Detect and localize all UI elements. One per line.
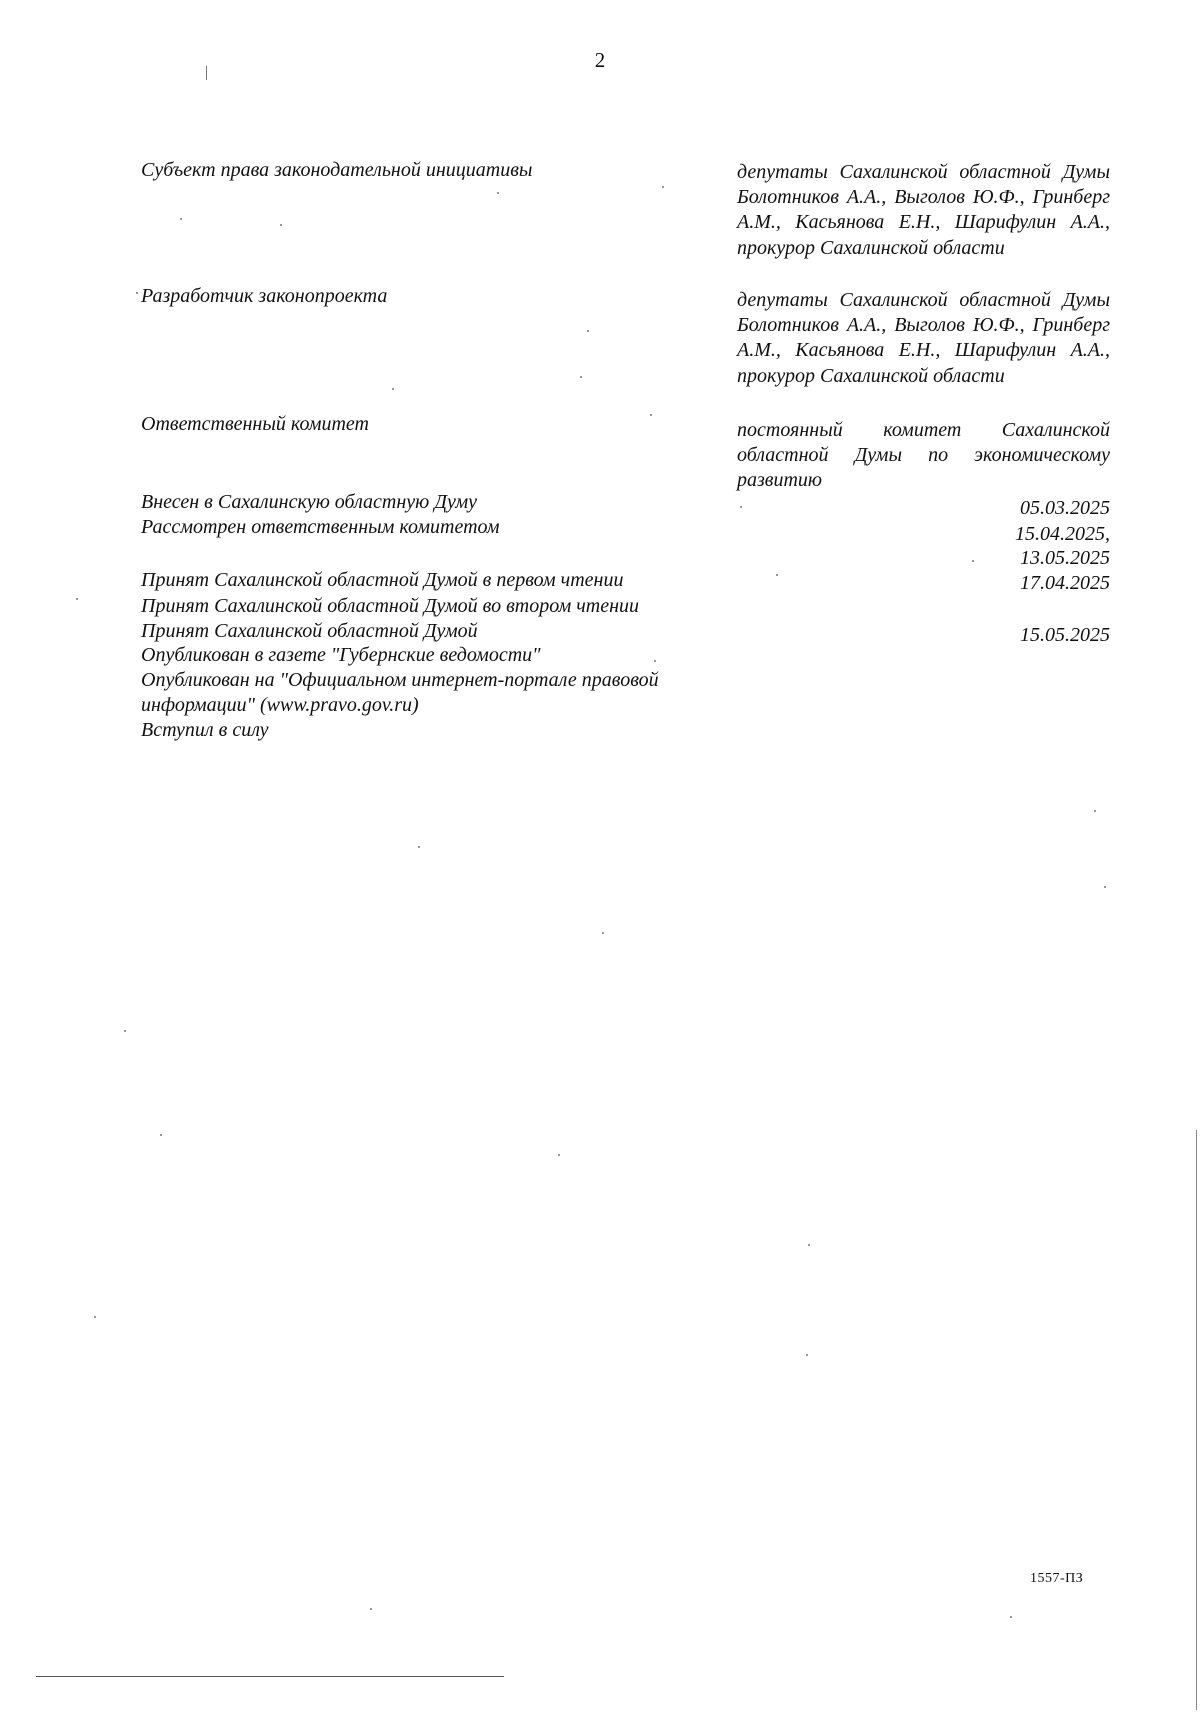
scan-dot bbox=[76, 598, 78, 600]
scan-dot bbox=[280, 224, 282, 226]
scan-dot bbox=[650, 414, 652, 416]
scan-dot bbox=[1010, 1616, 1012, 1618]
committee-value: постоянный комитет Сахалинской областной Думы по экономическому развитию bbox=[737, 419, 1110, 492]
scan-dot bbox=[392, 388, 394, 390]
scan-dot bbox=[972, 560, 974, 562]
scan-dot bbox=[776, 574, 778, 576]
adopted-date: 15.05.2025 bbox=[1020, 624, 1110, 646]
scan-dot bbox=[558, 1154, 560, 1156]
published-newspaper-label: Опубликован в газете "Губернские ведомости" bbox=[141, 644, 541, 666]
scan-top-left-mark bbox=[206, 66, 207, 80]
subject-value: депутаты Сахалинской областной Думы Болотников А.А., Выголов Ю.Ф., Гринберг А.М., Касьянова Е.Н., Шарифулин А.А., прокурор Сахалинской области bbox=[737, 161, 1110, 259]
scan-dot bbox=[94, 1316, 96, 1318]
scan-right-edge bbox=[1196, 1130, 1197, 1710]
scan-dot bbox=[418, 846, 420, 848]
scan-dot bbox=[160, 1134, 162, 1136]
submitted-label: Внесен в Сахалинскую областную Думу bbox=[141, 491, 478, 513]
developer-label: Разработчик законопроекта bbox=[141, 285, 388, 307]
second-reading-label: Принят Сахалинской областной Думой во втором чтении bbox=[141, 595, 640, 617]
committee-label: Ответственный комитет bbox=[141, 413, 369, 435]
scan-dot bbox=[806, 1354, 808, 1356]
scan-dot bbox=[662, 186, 664, 188]
reviewed-date-1: 15.04.2025, bbox=[1015, 523, 1110, 545]
scan-dot bbox=[497, 192, 499, 194]
scan-dot bbox=[370, 1608, 372, 1610]
scan-dot bbox=[180, 218, 182, 220]
scan-bottom-line bbox=[36, 1676, 504, 1677]
scan-dot bbox=[1094, 810, 1096, 812]
reviewed-label: Рассмотрен ответственным комитетом bbox=[141, 516, 500, 538]
scan-dot bbox=[654, 660, 656, 662]
submitted-date: 05.03.2025 bbox=[1020, 497, 1110, 519]
in-force-label: Вступил в силу bbox=[141, 719, 269, 741]
scan-dot bbox=[124, 1030, 126, 1032]
scan-dot bbox=[808, 1244, 810, 1246]
subject-label: Субъект права законодательной инициативы bbox=[141, 159, 533, 181]
scan-dot bbox=[587, 330, 589, 332]
scan-dot bbox=[580, 376, 582, 378]
developer-value: депутаты Сахалинской областной Думы Болотников А.А., Выголов Ю.Ф., Гринберг А.М., Касьянова Е.Н., Шарифулин А.А., прокурор Сахалинской области bbox=[737, 289, 1110, 387]
scan-dot bbox=[136, 292, 138, 294]
scan-dot bbox=[1104, 886, 1106, 888]
scan-dot bbox=[602, 932, 604, 934]
adopted-label: Принят Сахалинской областной Думой bbox=[141, 620, 478, 642]
scan-dot bbox=[740, 506, 742, 508]
first-reading-date: 17.04.2025 bbox=[1020, 572, 1110, 594]
first-reading-label: Принят Сахалинской областной Думой в первом чтении bbox=[141, 569, 624, 591]
document-code: 1557-ПЗ bbox=[1030, 1571, 1084, 1586]
reviewed-date-2: 13.05.2025 bbox=[1020, 547, 1110, 569]
page-number: 2 bbox=[594, 48, 606, 72]
published-portal-label: Опубликован на "Официальном интернет-портале правовой информации" (www.pravo.gov.ru) bbox=[141, 669, 659, 716]
